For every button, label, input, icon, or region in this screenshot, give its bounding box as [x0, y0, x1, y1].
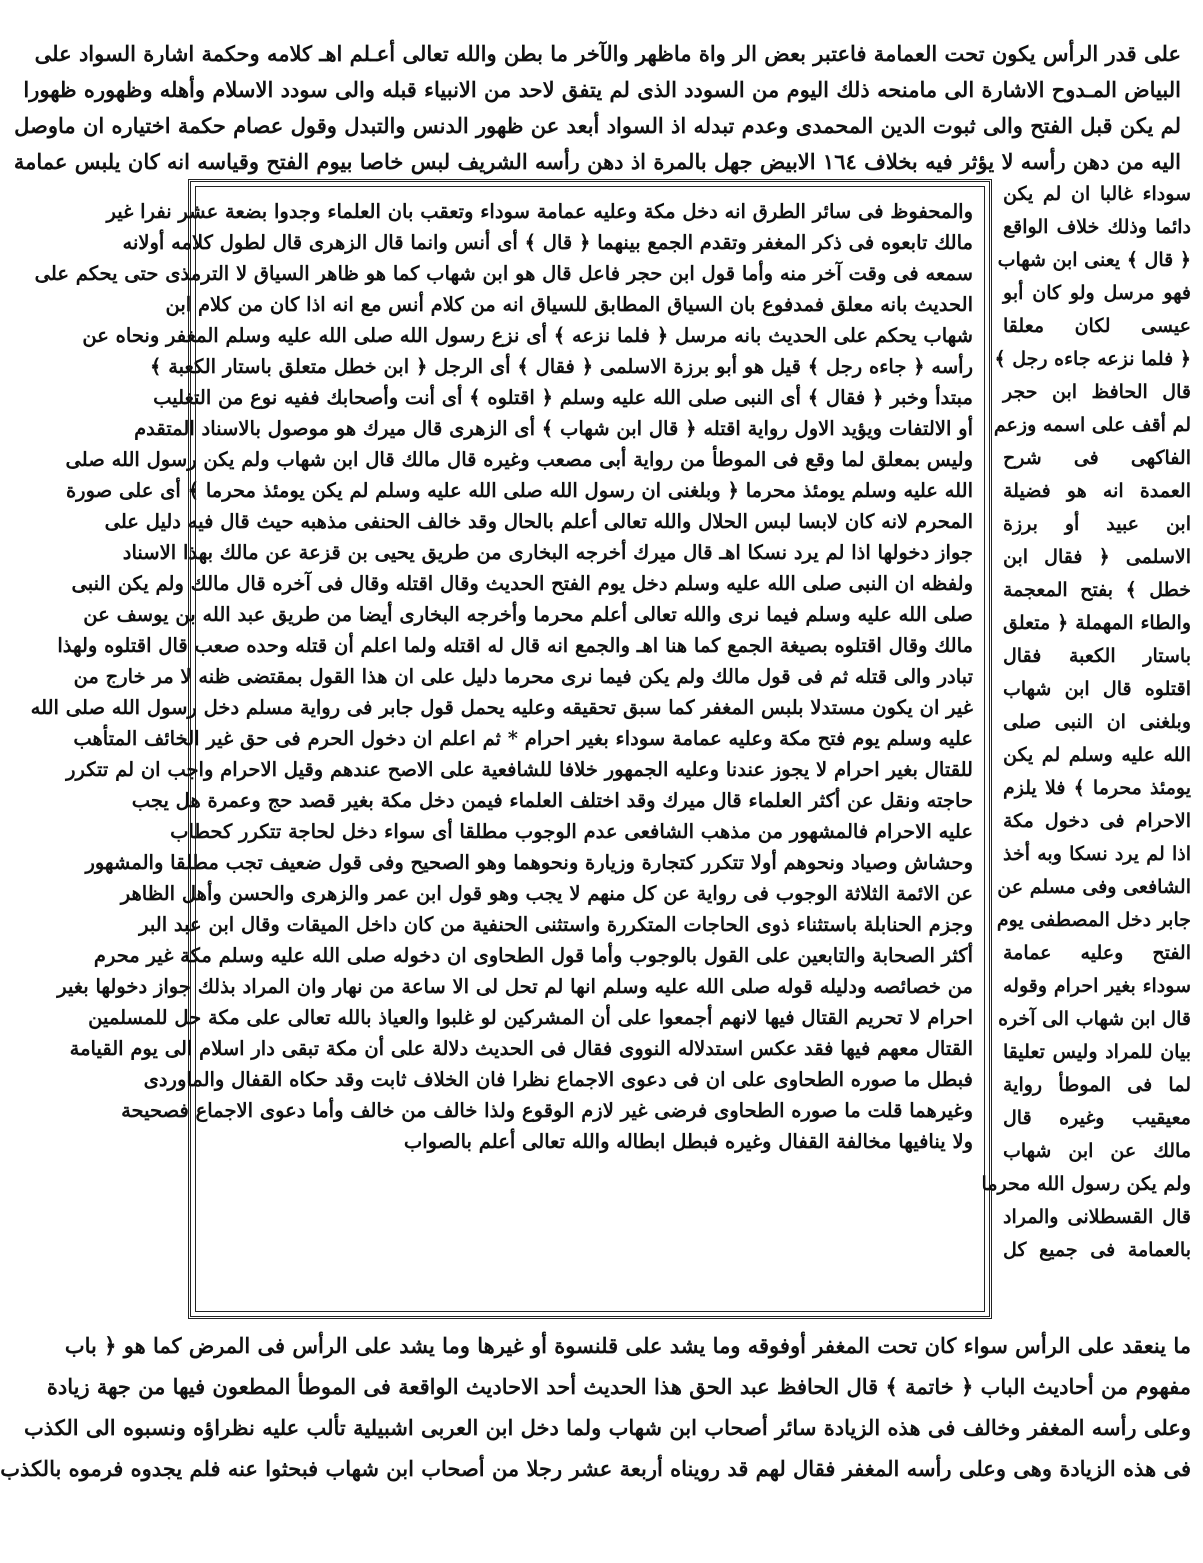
- main-line: صلى الله عليه وسلم فيما نرى والله تعالى أعلم محرما وأخرجه البخارى أيضا من طريق عبد الله بن يوسف عن: [83, 603, 973, 626]
- bottom-line: مفهوم من أحاديث الباب ﴿ خاتمة ﴾ قال الحافظ عبد الحق هذا الحديث أحد الاحاديث الواقعة فى الموطأ المطعون فيها من جهة زيادة: [46, 1374, 1191, 1399]
- main-line: احرام لا تحريم القتال فيها لانهم أجمعوا على أن المشركين لو غلبوا والعياذ بالله تعالى على مكة حل للمسلمين: [88, 1006, 973, 1029]
- main-line: جواز دخولها اذا لم يرد نسكا اهـ قال ميرك أخرجه البخارى من طريق يحيى بن قزعة عن مالك بهذا الاسناد: [122, 541, 973, 564]
- side-line: عيسى لكان معلقا: [1003, 315, 1191, 337]
- side-line: والطاء المهملة ﴿ متعلق: [1003, 612, 1191, 634]
- top-line: اليه من دهن رأسه لا يؤثر فيه بخلاف ١٦٤ الابيض جهل بالمرة اذ دهن رأسه الشريف لبس خاصا بيوم الفتح وقياسه انه كان يلبس عمامة: [13, 149, 1181, 174]
- main-line: وغيرهما قلت ما صوره الطحاوى فرضى غير لازم الوقوع ولذا خالف من خالف وأما دعوى الاجماع فصحيحة: [121, 1099, 973, 1122]
- bottom-line: فى هذه الزيادة وهى وعلى رأسه المغفر فقال لهم قد رويناه أربعة عشر رجلا من أصحاب ابن شهاب فبحثوا عنه فلم يجدوه فرموه بالكذب: [0, 1456, 1191, 1481]
- top-line: لم يكن قبل الفتح والى ثبوت الدين المحمدى وعدم تبدله اذ السواد أبعد عن ظهور الدنس والتبدل وقول عصام حكمة اختياره ان ماوصل: [14, 113, 1181, 138]
- main-line: وحشاش وصياد ونحوهم أولا تتكرر كتجارة وزيارة ونحوهما وهو الصحيح وفى قول ضعيف تجب مطلقا والمشهور: [85, 851, 973, 874]
- side-line: معيقيب وغيره قال: [1003, 1107, 1191, 1129]
- side-line: جابر دخل المصطفى يوم: [996, 909, 1191, 931]
- main-line: وجزم الحنابلة باستثناء ذوى الحاجات المتكررة واستثنى الحنفية من كان داخل الميقات وقال ابن عبد البر: [139, 913, 973, 936]
- side-line: قال القسطلانى والمراد: [1003, 1206, 1191, 1228]
- side-line: دائما وذلك خلاف الواقع: [1003, 216, 1191, 238]
- side-line: ﴿ قال ﴾ يعنى ابن شهاب: [997, 249, 1191, 271]
- side-line: اذا لم يرد نسكا وبه أخذ: [1003, 843, 1191, 865]
- main-line: القتال معهم فيها فقد عكس استدلاله النووى فقال فى الحديث دلالة على أن مكة تبقى دار اسلام الى يوم القيامة: [69, 1037, 973, 1060]
- main-line: مالك تابعوه فى ذكر المغفر وتقدم الجمع بينهما ﴿ قال ﴾ أى أنس وانما قال الزهرى قال لطول كلامه أولانه: [122, 231, 973, 254]
- side-line: وبلغنى ان النبى صلى: [1003, 711, 1191, 733]
- side-line: لما فى الموطأ رواية: [1003, 1074, 1191, 1096]
- side-line: الفاكهى فى شرح: [1003, 447, 1191, 469]
- main-line: رأسه ﴿ جاءه رجل ﴾ قيل هو أبو برزة الاسلمى ﴿ فقال ﴾ أى الرجل ﴿ ابن خطل متعلق باستار الكعبة ﴾: [150, 355, 973, 378]
- main-line: ولفظه ان النبى صلى الله عليه وسلم دخل يوم الفتح الحديث وقال اقتله وقال فى آخره قال مالك ولم يكن النبى: [71, 572, 973, 595]
- main-line: تبادر والى قتله ثم فى قول مالك ولم يكن فيما نرى محرما دليل على ان هذا القول بمقتضى ظنه لا مر خارج من: [73, 665, 973, 688]
- main-line: عن الائمة الثلاثة الوجوب فى رواية عن كل منهم لا يجب وهو قول ابن عمر والزهرى والحسن وأهل الظاهر: [120, 882, 973, 905]
- side-line: خطل ﴾ بفتح المعجمة: [1003, 579, 1191, 601]
- side-line: الاسلمى ﴿ فقال ابن: [1003, 546, 1191, 568]
- side-line: باستار الكعبة فقال: [1003, 645, 1191, 667]
- main-line: مبتدأ وخبر ﴿ فقال ﴾ أى النبى صلى الله عليه وسلم ﴿ اقتلوه ﴾ أى أنت وأصحابك ففيه نوع من التغليب: [153, 386, 973, 409]
- main-line: الحديث بانه معلق فمدفوع بان السياق المطابق للسياق انه من كلام أنس مع انه اذا كان من كلام ابن: [165, 293, 973, 316]
- main-line: غير ان يكون مستدلا بلبس المغفر كما سبق تحقيقه وعليه يحمل قول جابر فى رواية مسلم دخل رسول الله صلى الله: [30, 696, 973, 719]
- side-line: ولم يكن رسول الله محرما: [981, 1173, 1191, 1195]
- main-line: فبطل ما صوره الطحاوى على ان فى دعوى الاجماع نظرا فان الخلاف ثابت وقد حكاه القفال والماوردى: [143, 1068, 973, 1091]
- side-line: بالعمامة فى جميع كل: [1003, 1239, 1191, 1261]
- bottom-line: وعلى رأسه المغفر وخالف فى هذه الزيادة سائر أصحاب ابن شهاب ولما دخل ابن العربى اشبيلية تألب عليه نظراؤه ونسبوه الى الكذب: [23, 1415, 1191, 1440]
- side-line: سوداء غالبا ان لم يكن: [1003, 183, 1191, 205]
- main-line: من خصائصه ودليله قوله صلى الله عليه وسلم انها لم تحل لى الا ساعة من نهار وان المراد بذلك جواز دخولها بغير: [57, 975, 973, 998]
- side-line: يومئذ محرما ﴾ فلا يلزم: [1003, 777, 1191, 799]
- main-line: الله عليه وسلم يومئذ محرما ﴿ وبلغنى ان رسول الله صلى الله عليه وسلم لم يكن يومئذ محرما ﴾ أى على صورة: [65, 479, 973, 502]
- main-line: أو الالتفات ويؤيد الاول رواية اقتله ﴿ قال ابن شهاب ﴾ أى الزهرى قال ميرك هو موصول بالاسناد المتقدم: [134, 417, 973, 440]
- main-line: المحرم لانه كان لابسا لبس الحلال والله تعالى أعلم بالحال وقد خالف الحنفى مذهبه حيث قال فيه دليل على: [104, 510, 973, 533]
- side-line: مالك عن ابن شهاب: [1003, 1140, 1191, 1162]
- main-line: عليه وسلم يوم فتح مكة وعليه عمامة سوداء بغير احرام * ثم اعلم ان دخول الحرم فى حق غير الخائف المتأهب: [73, 727, 973, 750]
- side-line: بيان للمراد وليس تعليقا: [1003, 1041, 1191, 1063]
- top-line: البياض المـدوح الاشارة الى مامنحه ذلك اليوم من السودد الذى لم يتفق لاحد من الانبياء قبله والى سودد الاسلام وأهله وظهوره ظهورا: [23, 77, 1181, 102]
- side-line: قال ابن شهاب الى آخره: [998, 1008, 1191, 1030]
- side-line: سوداء بغير احرام وقوله: [1003, 975, 1191, 997]
- side-line: ابن عبيد أو برزة: [1003, 513, 1191, 535]
- side-line: لم أقف على اسمه وزعم: [993, 414, 1191, 436]
- main-line: وليس بمعلق لما وقع فى الموطأ من رواية أبى مصعب وغيره قال مالك قال ابن شهاب ولم يكن رسول الله صلى: [65, 448, 973, 471]
- side-line: فهو مرسل ولو كان أبو: [1003, 282, 1191, 304]
- side-line: اقتلوه قال ابن شهاب: [1003, 678, 1191, 700]
- side-line: الله عليه وسلم لم يكن: [1003, 744, 1191, 766]
- main-line: أكثر الصحابة والتابعين على القول بالوجوب وأما قول الطحاوى ان دخوله صلى الله عليه وسلم مكة غير محرم: [93, 944, 973, 967]
- bottom-line: ما ينعقد على الرأس سواء كان تحت المغفر أوفوقه وما يشد على قلنسوة أو غيرها وما يشد على الرأس فى المرض كما هو ﴿ باب: [64, 1333, 1191, 1358]
- side-line: ﴿ فلما نزعه جاءه رجل ﴾: [994, 348, 1191, 370]
- side-line: الفتح وعليه عمامة: [1003, 942, 1191, 964]
- main-line: مالك وقال اقتلوه بصيغة الجمع كما هنا اهـ والجمع انه قال له اقتله ولما اعلم أن قتله وحده صعب قال اقتلوه ولهذا: [57, 634, 973, 657]
- side-line: العمدة انه هو فضيلة: [1003, 480, 1191, 502]
- main-line: سمعه فى وقت آخر منه وأما قول ابن حجر فاعل قال هو ابن شهاب كما هو ظاهر السياق لا الترمذى حتى يحكم على: [34, 262, 973, 285]
- main-line: عليه الاحرام فالمشهور من مذهب الشافعى عدم الوجوب مطلقا أى سواء دخل لحاجة تتكرر كحطاب: [170, 820, 973, 843]
- top-line: على قدر الرأس يكون تحت العمامة فاعتبر بعض الر واة ماظهر والآخر ما بطن والله تعالى أعـلم اهـ كلامه وحكمة اشارة السواد على: [34, 41, 1181, 66]
- side-line: قال الحافظ ابن حجر: [1003, 381, 1191, 403]
- main-line: والمحفوظ فى سائر الطرق انه دخل مكة وعليه عمامة سوداء وتعقب بان العلماء وجدوا بضعة عشر نفرا غير: [106, 200, 973, 223]
- main-line: ولا ينافيها مخالفة القفال وغيره فبطل ابطاله والله تعالى أعلم بالصواب: [403, 1130, 973, 1153]
- side-line: الشافعى وفى مسلم عن: [997, 876, 1191, 898]
- main-line: شهاب يحكم على الحديث بانه مرسل ﴿ فلما نزعه ﴾ أى نزع رسول الله صلى الله عليه وسلم المغفر ونحاه عن: [82, 324, 973, 347]
- main-line: حاجته ونقل عن أكثر العلماء قال ميرك وقد اختلف العلماء فيمن دخل مكة بغير قصد حج وعمرة هل يجب: [131, 789, 973, 812]
- main-line: للقتال بغير احرام لا يجوز عندنا وعليه الجمهور خلافا للشافعية على الاصح عندهم وقيل الاحرام واجب ان لم تتكرر: [66, 758, 973, 781]
- side-line: الاحرام فى دخول مكة: [1003, 810, 1191, 832]
